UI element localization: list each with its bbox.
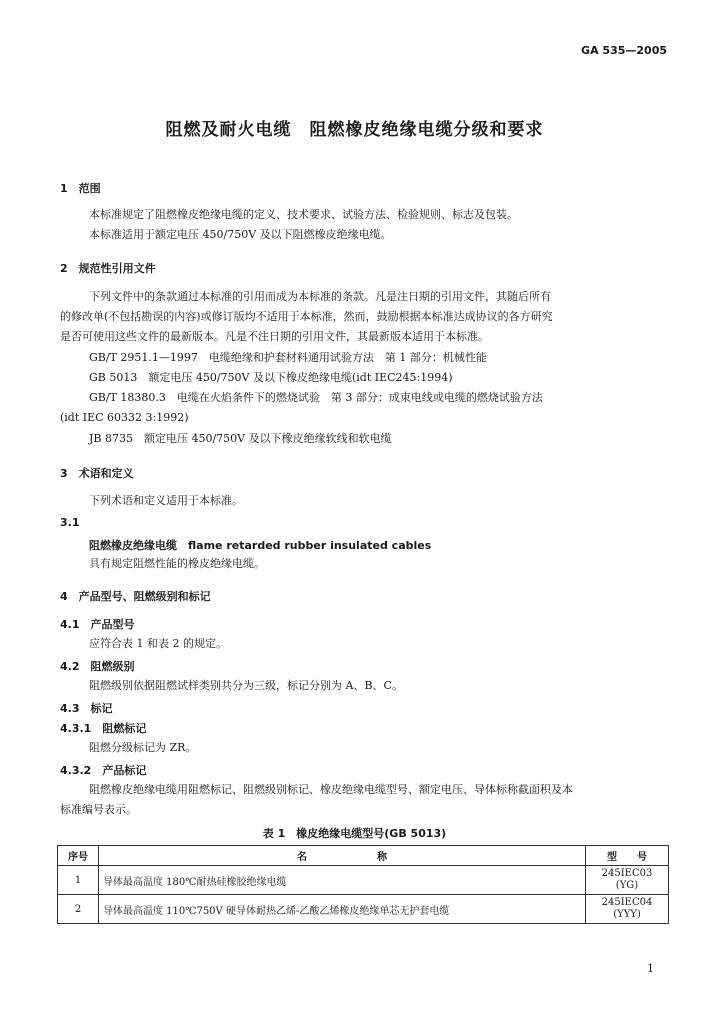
reference-1: GB/T 2951.1—1997 电缆绝缘和护套材料通用试验方法 第 1 部分：机械性能 xyxy=(89,351,487,364)
reference-2: GB 5013 额定电压 450/750V 及以下橡皮绝缘电缆(idt IEC245:1994) xyxy=(89,371,453,384)
section-4-heading: 4 产品型号、阻燃级别和标记 xyxy=(60,590,211,603)
col-header-number: 序号 xyxy=(58,846,99,866)
section-2-intro-line-1: 下列文件中的条款通过本标准的引用而成为本标准的条款。凡是注日期的引用文件，其随后所有 xyxy=(89,290,551,303)
cell-model xyxy=(586,895,669,924)
cell-model xyxy=(586,866,669,895)
reference-3-line-1: GB/T 18380.3 电缆在火焰条件下的燃烧试验 第 3 部分：成束电线或电缆的燃烧试验方法 xyxy=(89,391,543,404)
col-header-name: 名 称 xyxy=(99,846,586,866)
page-number: 1 xyxy=(647,962,654,975)
table-row xyxy=(58,895,669,924)
clause-4-3-2-text-line-1: 阻燃橡皮绝缘电缆用阻燃标记、阻燃级别标记、橡皮绝缘电缆型号、额定电压、导体标称截面积及本 xyxy=(89,783,573,796)
section-2-intro-line-2: 的修改单(不包括勘误的内容)或修订版均不适用于本标准，然而，鼓励根据本标准达成协议的各方研究 xyxy=(60,310,553,323)
definition-3-1: 具有规定阻燃性能的橡皮绝缘电缆。 xyxy=(89,557,265,570)
table-1-caption: 表 1 橡皮绝缘电缆型号(GB 5013) xyxy=(262,827,447,840)
section-1-para-2: 本标准适用于额定电压 450/750V 及以下阻燃橡皮绝缘电缆。 xyxy=(89,228,392,241)
section-2-heading: 2 规范性引用文件 xyxy=(60,262,156,275)
section-2-intro-line-3: 是否可使用这些文件的最新版本。凡是不注日期的引用文件，其最新版本适用于本标准。 xyxy=(60,330,489,343)
reference-3-line-2: (idt IEC 60332 3:1992) xyxy=(60,411,189,424)
model-code: 245IEC03 xyxy=(601,868,653,879)
cell-number: 2 xyxy=(58,895,99,924)
col-header-model: 型 号 xyxy=(586,846,669,866)
reference-4: JB 8735 额定电压 450/750V 及以下橡皮绝缘软线和软电缆 xyxy=(89,432,392,445)
clause-4-3-2-text-line-2: 标准编号表示。 xyxy=(60,803,137,816)
model-abbr: (YG) xyxy=(615,880,639,891)
section-1-para-1: 本标准规定了阻燃橡皮绝缘电缆的定义、技术要求、试验方法、检验规则、标志及包装。 xyxy=(89,208,518,221)
clause-4-2-heading: 4.2 阻燃级别 xyxy=(60,660,135,673)
clause-4-1-heading: 4.1 产品型号 xyxy=(60,618,135,631)
table-row xyxy=(58,866,669,895)
section-1-heading: 1 范围 xyxy=(60,182,101,195)
document-code: GA 535—2005 xyxy=(581,44,667,57)
clause-4-3-2-heading: 4.3.2 产品标记 xyxy=(60,764,147,777)
model-abbr: (YYY) xyxy=(613,909,641,920)
cell-number: 1 xyxy=(58,866,99,895)
clause-4-3-1-heading: 4.3.1 阻燃标记 xyxy=(60,722,147,735)
table-header-row xyxy=(58,846,669,866)
section-3-intro: 下列术语和定义适用于本标准。 xyxy=(89,494,243,507)
clause-4-3-1-text: 阻燃分级标记为 ZR。 xyxy=(89,741,197,754)
table-1 xyxy=(57,845,669,924)
clause-4-2-text: 阻燃级别依据阻燃试样类别共分为三级，标记分别为 A、B、C。 xyxy=(89,679,403,692)
clause-4-1-text: 应符合表 1 和表 2 的规定。 xyxy=(89,637,227,650)
clause-4-3-heading: 4.3 标记 xyxy=(60,702,113,715)
model-code: 245IEC04 xyxy=(601,897,653,908)
cell-name: 导体最高温度 110℃750V 硬导体耐热乙烯-乙酸乙烯橡皮绝缘单芯无护套电缆 xyxy=(99,895,586,924)
cell-name: 导体最高温度 180℃耐热硅橡胶绝缘电缆 xyxy=(99,866,586,895)
term-3-1: 阻燃橡皮绝缘电缆 flame retarded rubber insulated cables xyxy=(89,539,432,552)
page-title: 阻燃及耐火电缆 阻燃橡皮绝缘电缆分级和要求 xyxy=(165,120,544,140)
clause-3-1-number: 3.1 xyxy=(60,516,80,529)
section-3-heading: 3 术语和定义 xyxy=(60,467,134,480)
